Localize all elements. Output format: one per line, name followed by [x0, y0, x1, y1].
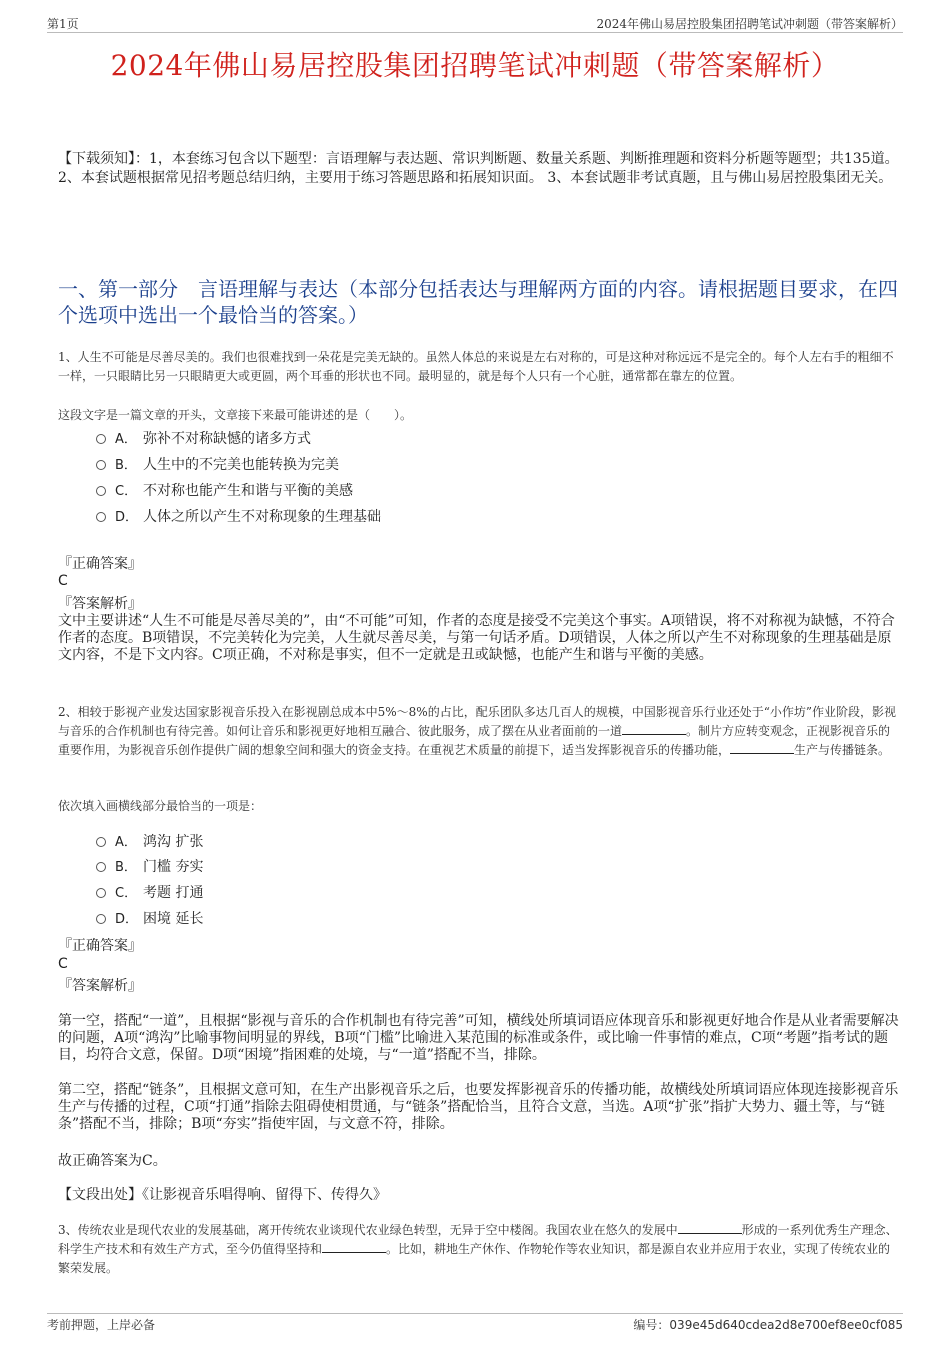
q1-option-d[interactable]: D． 人体之所以产生不对称现象的生理基础 — [96, 507, 381, 527]
page-number: 第1页 — [47, 17, 79, 31]
q1-answer-label: 『正确答案』 — [58, 556, 142, 572]
q3-stem: 3、传统农业是现代农业的发展基础，离开传统农业谈现代农业绿色转型，无异于空中楼阁。我国农业在悠久的发展中 形成的一系列优秀生产理念、科学生产技术和有效生产方式，至今仍值得坚持和 。比如，耕地生产休作、作物轮作等农业知识，都是源自农业并应用于农业，实现了传统农业的繁荣发展。 — [58, 1223, 898, 1275]
radio-icon[interactable] — [96, 862, 106, 872]
q2-analysis-label: 『答案解析』 — [58, 978, 142, 994]
q1-option-c[interactable]: C． 不对称也能产生和谐与平衡的美感 — [96, 481, 353, 501]
blank-line — [322, 1240, 386, 1253]
q2-question: 依次填入画横线部分最恰当的一项是： — [58, 799, 263, 813]
radio-icon[interactable] — [96, 837, 106, 847]
q2-answer: C — [58, 956, 68, 972]
q2-option-c[interactable]: C． 考题 打通 — [96, 883, 203, 903]
q1-answer: C — [58, 573, 68, 589]
radio-icon[interactable] — [96, 888, 106, 898]
q2-stem: 2、相较于影视产业发达国家影视音乐投入在影视剧总成本中5%～8%的占比，配乐团队多达几百人的规模，中国影视音乐行业还处于“小作坊”作业阶段，影视与音乐的合作机制也有待完善。如何让音乐和影视更好地相互融合、彼此服务，成了摆在从业者面前的一道 。制片方应转变观念，正视影视音乐的重要作用，为影视音乐创作提供广阔的想象空间和强大的资金支持。在重视艺术质量的前提下，适当发挥影视音乐的传播功能， 生产与传播链条。 — [58, 705, 896, 757]
q2-conclusion: 故正确答案为C。 — [58, 1153, 167, 1169]
page-header — [47, 14, 903, 33]
q1-analysis-label: 『答案解析』 — [58, 596, 142, 612]
q1-option-a[interactable]: A． 弥补不对称缺憾的诸多方式 — [96, 429, 311, 449]
q2-analysis-p2: 第二空，搭配“链条”，且根据文意可知，在生产出影视音乐之后，也要发挥影视音乐的传播功能，故横线处所填词语应体现连接影视音乐生产与传播的过程，C项“打通”指除去阻碍使相贯通，与“链条”搭配恰当，且符合文意，当选。A项“扩张”指扩大势力、疆土等，与“链条”搭配不当，排除；B项“夯实”指使牢固，与文意不符，排除。 — [58, 1082, 899, 1132]
blank-line — [678, 1221, 742, 1234]
blank-line — [622, 722, 686, 735]
blank-line — [730, 741, 794, 754]
radio-icon[interactable] — [96, 486, 106, 496]
page-footer — [47, 1313, 903, 1332]
q1-question: 这段文字是一篇文章的开头，文章接下来最可能讲述的是（ ）。 — [58, 408, 413, 422]
radio-icon[interactable] — [96, 434, 106, 444]
q2-option-d[interactable]: D． 困境 延长 — [96, 909, 203, 929]
footer-code: 编号：039e45d640cdea2d8e700ef8ee0cf085 — [633, 1318, 903, 1332]
q2-answer-label: 『正确答案』 — [58, 938, 142, 954]
q1-analysis: 文中主要讲述“人生不可能是尽善尽美的”，由“不可能”可知，作者的态度是接受不完美这个事实。A项错误，将不对称视为缺憾，不符合作者的态度。B项错误，不完美转化为完美，人生就尽善尽美，与第一句话矛盾。D项错误，人体之所以产生不对称现象的生理基础是原文内容，不是下文内容。C项正确，不对称是事实，但不一定就是丑或缺憾，也能产生和谐与平衡的美感。 — [58, 613, 895, 663]
q2-option-b[interactable]: B． 门槛 夯实 — [96, 857, 203, 877]
section-heading: 一、第一部分 言语理解与表达（本部分包括表达与理解两方面的内容。请根据题目要求，在四个选项中选出一个最恰当的答案。） — [58, 277, 898, 327]
radio-icon[interactable] — [96, 512, 106, 522]
q2-analysis-p1: 第一空，搭配“一道”，且根据“影视与音乐的合作机制也有待完善”可知，横线处所填词语应体现音乐和影视更好地合作是从业者需要解决的问题，A项“鸿沟”比喻事物间明显的界线，B项“门槛”比喻进入某范围的标准或条件，或比喻一件事情的难点，C项“考题”指考试的题目，均符合文意，保留。D项“困境”指困难的处境，与“一道”搭配不当，排除。 — [58, 1013, 899, 1063]
download-notice: 【下载须知】：1，本套练习包含以下题型：言语理解与表达题、常识判断题、数量关系题、判断推理题和资料分析题等题型；共135道。 2、本套试题根据常见招考题总结归纳，主要用于练习答题思路和拓展知识面。 3、本套试题非考试真题，且与佛山易居控股集团无关。 — [58, 151, 899, 186]
page-title: 2024年佛山易居控股集团招聘笔试冲刺题（带答案解析） — [110, 49, 840, 82]
q2-source: 【文段出处】《让影视音乐唱得响、留得下、传得久》 — [58, 1187, 387, 1203]
radio-icon[interactable] — [96, 914, 106, 924]
header-doc-title: 2024年佛山易居控股集团招聘笔试冲刺题（带答案解析） — [596, 17, 903, 31]
q1-option-b[interactable]: B． 人生中的不完美也能转换为完美 — [96, 455, 339, 475]
radio-icon[interactable] — [96, 460, 106, 470]
q1-stem: 1、人生不可能是尽善尽美的。我们也很难找到一朵花是完美无缺的。虽然人体总的来说是左右对称的，可是这种对称远远不是完全的。每个人左右手的粗细不一样，一只眼睛比另一只眼睛更大或更圆，两个耳垂的形状也不同。最明显的，就是每个人只有一个心脏，通常都在靠左的位置。 — [58, 350, 894, 383]
footer-slogan: 考前押题，上岸必备 — [47, 1318, 156, 1332]
q2-option-a[interactable]: A． 鸿沟 扩张 — [96, 832, 203, 852]
